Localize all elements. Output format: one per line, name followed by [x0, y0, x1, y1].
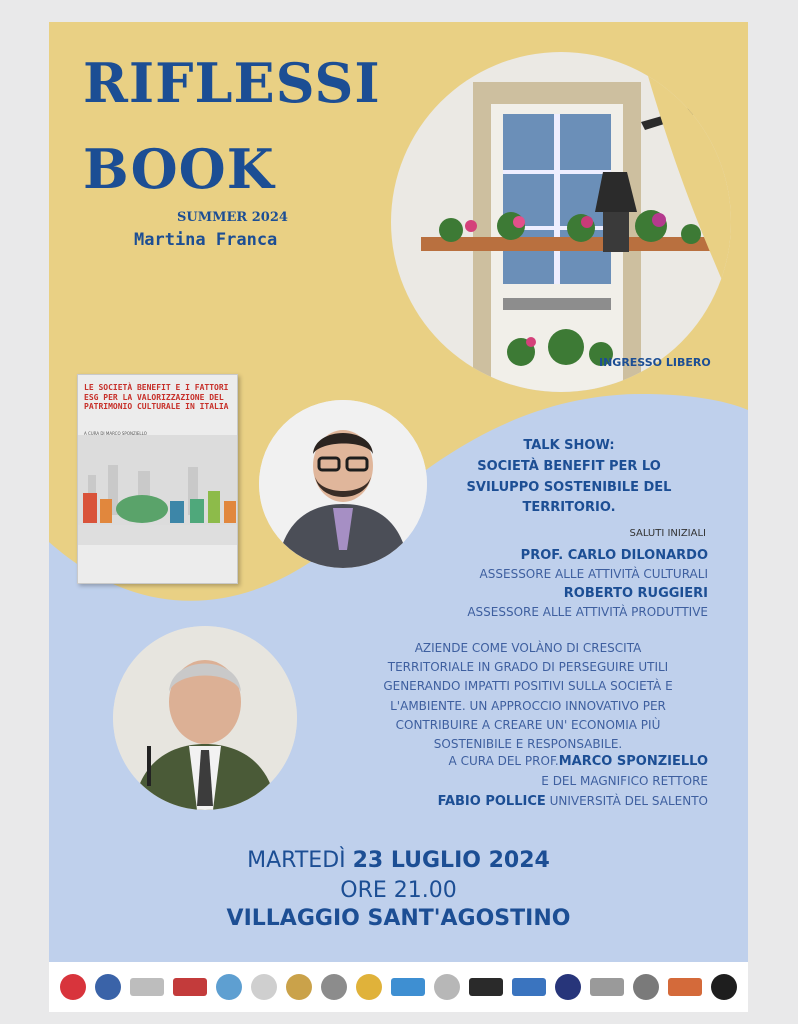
sponsor-logo-18 [711, 974, 737, 1000]
location: Martina Franca [134, 230, 278, 250]
event-time: ORE 21.00 [340, 878, 457, 903]
talk-description [348, 639, 708, 754]
curator-line-1 [449, 754, 708, 769]
balcony-photo [391, 52, 731, 392]
talk-show-heading [424, 436, 714, 519]
sponsor-logo-4 [173, 978, 207, 996]
sponsor-logo-1 [60, 974, 86, 1000]
title-line-2: BOOK [83, 137, 275, 201]
event-day: MARTEDÌ [247, 848, 346, 873]
book-author: A CURA DI MARCO SPONZIELLO [84, 431, 147, 436]
heading-line-2: SOCIETÀ BENEFIT PER LO [477, 458, 661, 474]
heading-line-4: TERRITORIO. [522, 500, 616, 516]
sponsor-logo-14 [555, 974, 581, 1000]
description-line-1: AZIENDE COME VOLÀNO DI CRESCITA [414, 641, 642, 655]
curator-1-name: MARCO SPONZIELLO [558, 754, 708, 769]
curator-line-3 [438, 794, 708, 809]
speaker-1-role: ASSESSORE ALLE ATTIVITÀ CULTURALI [479, 567, 708, 581]
sponsor-logo-15 [590, 978, 624, 996]
heading-line-1: TALK SHOW: [523, 438, 615, 453]
sponsor-logo-8 [321, 974, 347, 1000]
sponsor-logo-strip [49, 962, 748, 1012]
speaker-photo-young-man [259, 400, 427, 568]
sponsor-logo-16 [633, 974, 659, 1000]
sponsor-logo-5 [216, 974, 242, 1000]
description-line-3: GENERANDO IMPATTI POSITIVI SULLA SOCIETÀ E [383, 679, 673, 694]
sponsor-logo-12 [469, 978, 503, 996]
greetings-label: SALUTI INIZIALI [629, 528, 706, 539]
curator-3-name: FABIO POLLICE [437, 794, 546, 809]
title-line-1: RIFLESSI [83, 51, 381, 115]
description-line-6: SOSTENIBILE E RESPONSABILE. [433, 736, 623, 751]
sponsor-logo-17 [668, 978, 702, 996]
sponsor-logo-9 [356, 974, 382, 1000]
sponsor-logo-10 [391, 978, 425, 996]
curated-prefix: A CURA DEL PROF. [448, 754, 559, 768]
book-title: LE SOCIETÀ BENEFIT E I FATTORI ESG PER LA VALORIZZAZIONE DEL PATRIMONIO CULTURALE IN ITALIA [84, 383, 229, 412]
sponsor-logo-3 [130, 978, 164, 996]
event-venue: VILLAGGIO SANT'AGOSTINO [226, 906, 571, 931]
event-date [49, 848, 748, 873]
speaker-2-name: ROBERTO RUGGIERI [563, 586, 708, 601]
sponsor-logo-11 [434, 974, 460, 1000]
event-poster [49, 22, 748, 1012]
curator-3-affiliation: UNIVERSITÀ DEL SALENTO [549, 794, 708, 808]
sponsor-logo-7 [286, 974, 312, 1000]
description-line-5: CONTRIBUIRE A CREARE UN' ECONOMIA PIÙ [395, 717, 661, 732]
heading-line-3: SVILUPPO SOSTENIBILE DEL [466, 479, 672, 495]
curator-line-2: E DEL MAGNIFICO RETTORE [541, 774, 708, 788]
description-line-4: L'AMBIENTE. UN APPROCCIO INNOVATIVO PER [390, 698, 666, 713]
sponsor-logo-13 [512, 978, 546, 996]
sponsor-logo-2 [95, 974, 121, 1000]
subtitle: SUMMER 2024 [177, 210, 288, 225]
speaker-1-name: PROF. CARLO DILONARDO [520, 548, 708, 563]
free-entry-label: INGRESSO LIBERO [599, 356, 711, 369]
event-date-value: 23 LUGLIO 2024 [352, 848, 550, 873]
description-line-2: TERRITORIALE IN GRADO DI PERSEGUIRE UTILI [387, 660, 669, 675]
speaker-photo-older-man [113, 626, 297, 810]
speaker-2-role: ASSESSORE ALLE ATTIVITÀ PRODUTTIVE [467, 605, 708, 619]
sponsor-logo-6 [251, 974, 277, 1000]
book-cover [77, 374, 238, 584]
